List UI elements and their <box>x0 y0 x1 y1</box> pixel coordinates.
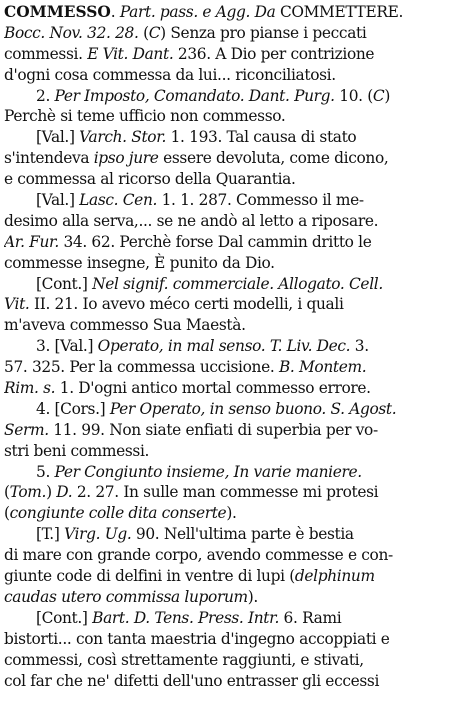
text-segment: commesse insegne, È punito da Dio. <box>4 253 275 272</box>
text-segment: ( <box>4 504 10 523</box>
entry-line <box>4 2 469 23</box>
text-segment: 5. <box>36 462 55 481</box>
text-segment: giunte code di delfini in ventre di lupi ( <box>4 567 295 586</box>
italic-text: Per Operato, in senso buono. S. Agost. <box>109 399 397 418</box>
text-segment: ) <box>384 86 390 105</box>
text-segment: ( <box>138 23 149 42</box>
text-segment: 10. ( <box>334 86 373 105</box>
text-segment: [Val.] <box>36 191 80 210</box>
italic-text: E Vit. Dant. <box>87 44 174 63</box>
entry-line <box>4 106 469 127</box>
text-segment: col far che ne' difetti dell'uno entrasser gli eccessi <box>4 671 380 690</box>
italic-text: C <box>372 86 385 105</box>
entry-line <box>4 211 469 232</box>
entry-line <box>4 44 469 65</box>
text-segment: m'aveva commesso Sua Maestà. <box>4 316 246 335</box>
text-segment: 236. A Dio per contrizione <box>173 44 375 63</box>
text-segment: di mare con grande corpo, avendo commesse e con- <box>4 546 393 565</box>
text-segment: 1. 1. 287. Commesso il me- <box>157 191 364 210</box>
entry-line <box>4 503 469 524</box>
italic-text: Per Imposto, Comandato. Dant. Purg. <box>54 86 335 105</box>
italic-text: Part. pass. e Agg. Da <box>119 3 276 21</box>
entry-line <box>4 524 469 545</box>
text-segment: 2. <box>36 86 55 105</box>
italic-text: B. Montem. <box>278 358 367 377</box>
text-segment: d'ogni cosa commessa da lui... riconciliatosi. <box>4 65 336 84</box>
entry-line <box>4 608 469 629</box>
italic-text: Tom. <box>9 483 47 502</box>
text-segment: [Cont.] <box>36 274 93 293</box>
entry-line <box>4 566 469 587</box>
text-segment: 4. [Cors.] <box>36 399 110 418</box>
entry-line <box>4 420 469 441</box>
text-segment: [Val.] <box>36 128 80 147</box>
entry-line <box>4 65 469 86</box>
italic-text: Rim. s. <box>4 379 56 398</box>
entry-line <box>4 253 469 274</box>
text-segment: e commessa al ricorso della Quarantia. <box>4 170 296 189</box>
italic-text: ipso jure <box>93 149 159 168</box>
italic-text: Varch. Stor. <box>79 128 167 147</box>
text-segment: 3. [Val.] <box>36 337 98 356</box>
italic-text: D. <box>56 483 73 502</box>
italic-text: Virg. Ug. <box>64 525 132 544</box>
text-segment: COMMETTERE. <box>275 3 404 21</box>
text-segment: 2. 27. In sulle man commesse mi protesi <box>72 483 379 502</box>
text-segment: [Cont.] <box>36 608 93 627</box>
italic-text: congiunte colle dita conserte <box>9 504 227 523</box>
text-segment: 3. <box>350 337 369 356</box>
entry-line <box>4 482 469 503</box>
entry-line <box>4 190 469 211</box>
text-segment: 11. 99. Non siate enfiati di superbia per vo- <box>48 420 378 439</box>
text-segment: bistorti... con tanta maestria d'ingegno accoppiati e <box>4 629 390 648</box>
text-segment: 57. 325. Per la commessa uccisione. <box>4 358 279 377</box>
text-segment: commessi. <box>4 44 88 63</box>
text-segment: desimo alla serva,... se ne andò al letto a riposare. <box>4 211 379 230</box>
entry-line <box>4 232 469 253</box>
italic-text: C <box>148 23 161 42</box>
dictionary-page <box>4 2 469 704</box>
italic-text: Serm. <box>4 420 49 439</box>
text-segment: ( <box>4 483 10 502</box>
entry-line <box>4 23 469 44</box>
entry-line <box>4 274 469 295</box>
text-segment: commessi, così strettamente raggiunti, e stivati, <box>4 650 364 669</box>
entry-line <box>4 545 469 566</box>
text-segment: essere devoluta, come dicono, <box>158 149 389 168</box>
entry-line <box>4 441 469 462</box>
entry-line <box>4 86 469 107</box>
text-segment: 34. 62. Perchè forse Dal cammin dritto le <box>58 232 372 251</box>
text-segment: 1. D'ogni antico mortal commesso errore. <box>55 379 371 398</box>
italic-text: Ar. Fur. <box>4 232 59 251</box>
entry-line <box>4 315 469 336</box>
italic-text: Per Congiunto insieme, In varie maniere. <box>54 462 362 481</box>
text-segment: ) Senza pro pianse i peccati <box>160 23 367 42</box>
entry-line <box>4 462 469 483</box>
entry-line <box>4 148 469 169</box>
entry-line <box>4 336 469 357</box>
text-segment: . <box>110 3 120 21</box>
text-segment: ). <box>247 587 258 606</box>
italic-text: Operato, in mal senso. T. Liv. Dec. <box>97 337 351 356</box>
text-segment: 6. Rami <box>279 608 342 627</box>
text-segment: 1. 193. Tal causa di stato <box>166 128 357 147</box>
text-segment: ). <box>226 504 237 523</box>
text-segment: 90. Nell'ultima parte è bestia <box>131 525 354 544</box>
headword: COMMESSO <box>4 3 111 21</box>
text-segment: II. 21. Io avevo méco certi modelli, i quali <box>29 295 344 314</box>
entry-line <box>4 127 469 148</box>
italic-text: Vit. <box>4 295 30 314</box>
text-segment: ) <box>46 483 57 502</box>
italic-text: Lasc. Cen. <box>79 191 158 210</box>
text-segment: Perchè si teme ufficio non commesso. <box>4 107 286 126</box>
italic-text: Bocc. Nov. 32. 28. <box>4 23 139 42</box>
dictionary-entry-commesso <box>4 2 469 691</box>
italic-text: caudas utero commissa luporum <box>4 587 248 606</box>
entry-line <box>4 169 469 190</box>
entry-line <box>4 399 469 420</box>
entry-line <box>4 650 469 671</box>
italic-text: Bart. D. Tens. Press. Intr. <box>92 608 279 627</box>
text-segment: [T.] <box>36 525 65 544</box>
text-segment: s'intendeva <box>4 149 94 168</box>
entry-line <box>4 629 469 650</box>
entry-line <box>4 357 469 378</box>
entry-line <box>4 294 469 315</box>
entry-line <box>4 378 469 399</box>
italic-text: Nel signif. commerciale. Allogato. Cell. <box>92 274 383 293</box>
entry-line <box>4 587 469 608</box>
entry-line <box>4 671 469 692</box>
italic-text: delphinum <box>294 567 375 586</box>
text-segment: stri beni commessi. <box>4 441 150 460</box>
